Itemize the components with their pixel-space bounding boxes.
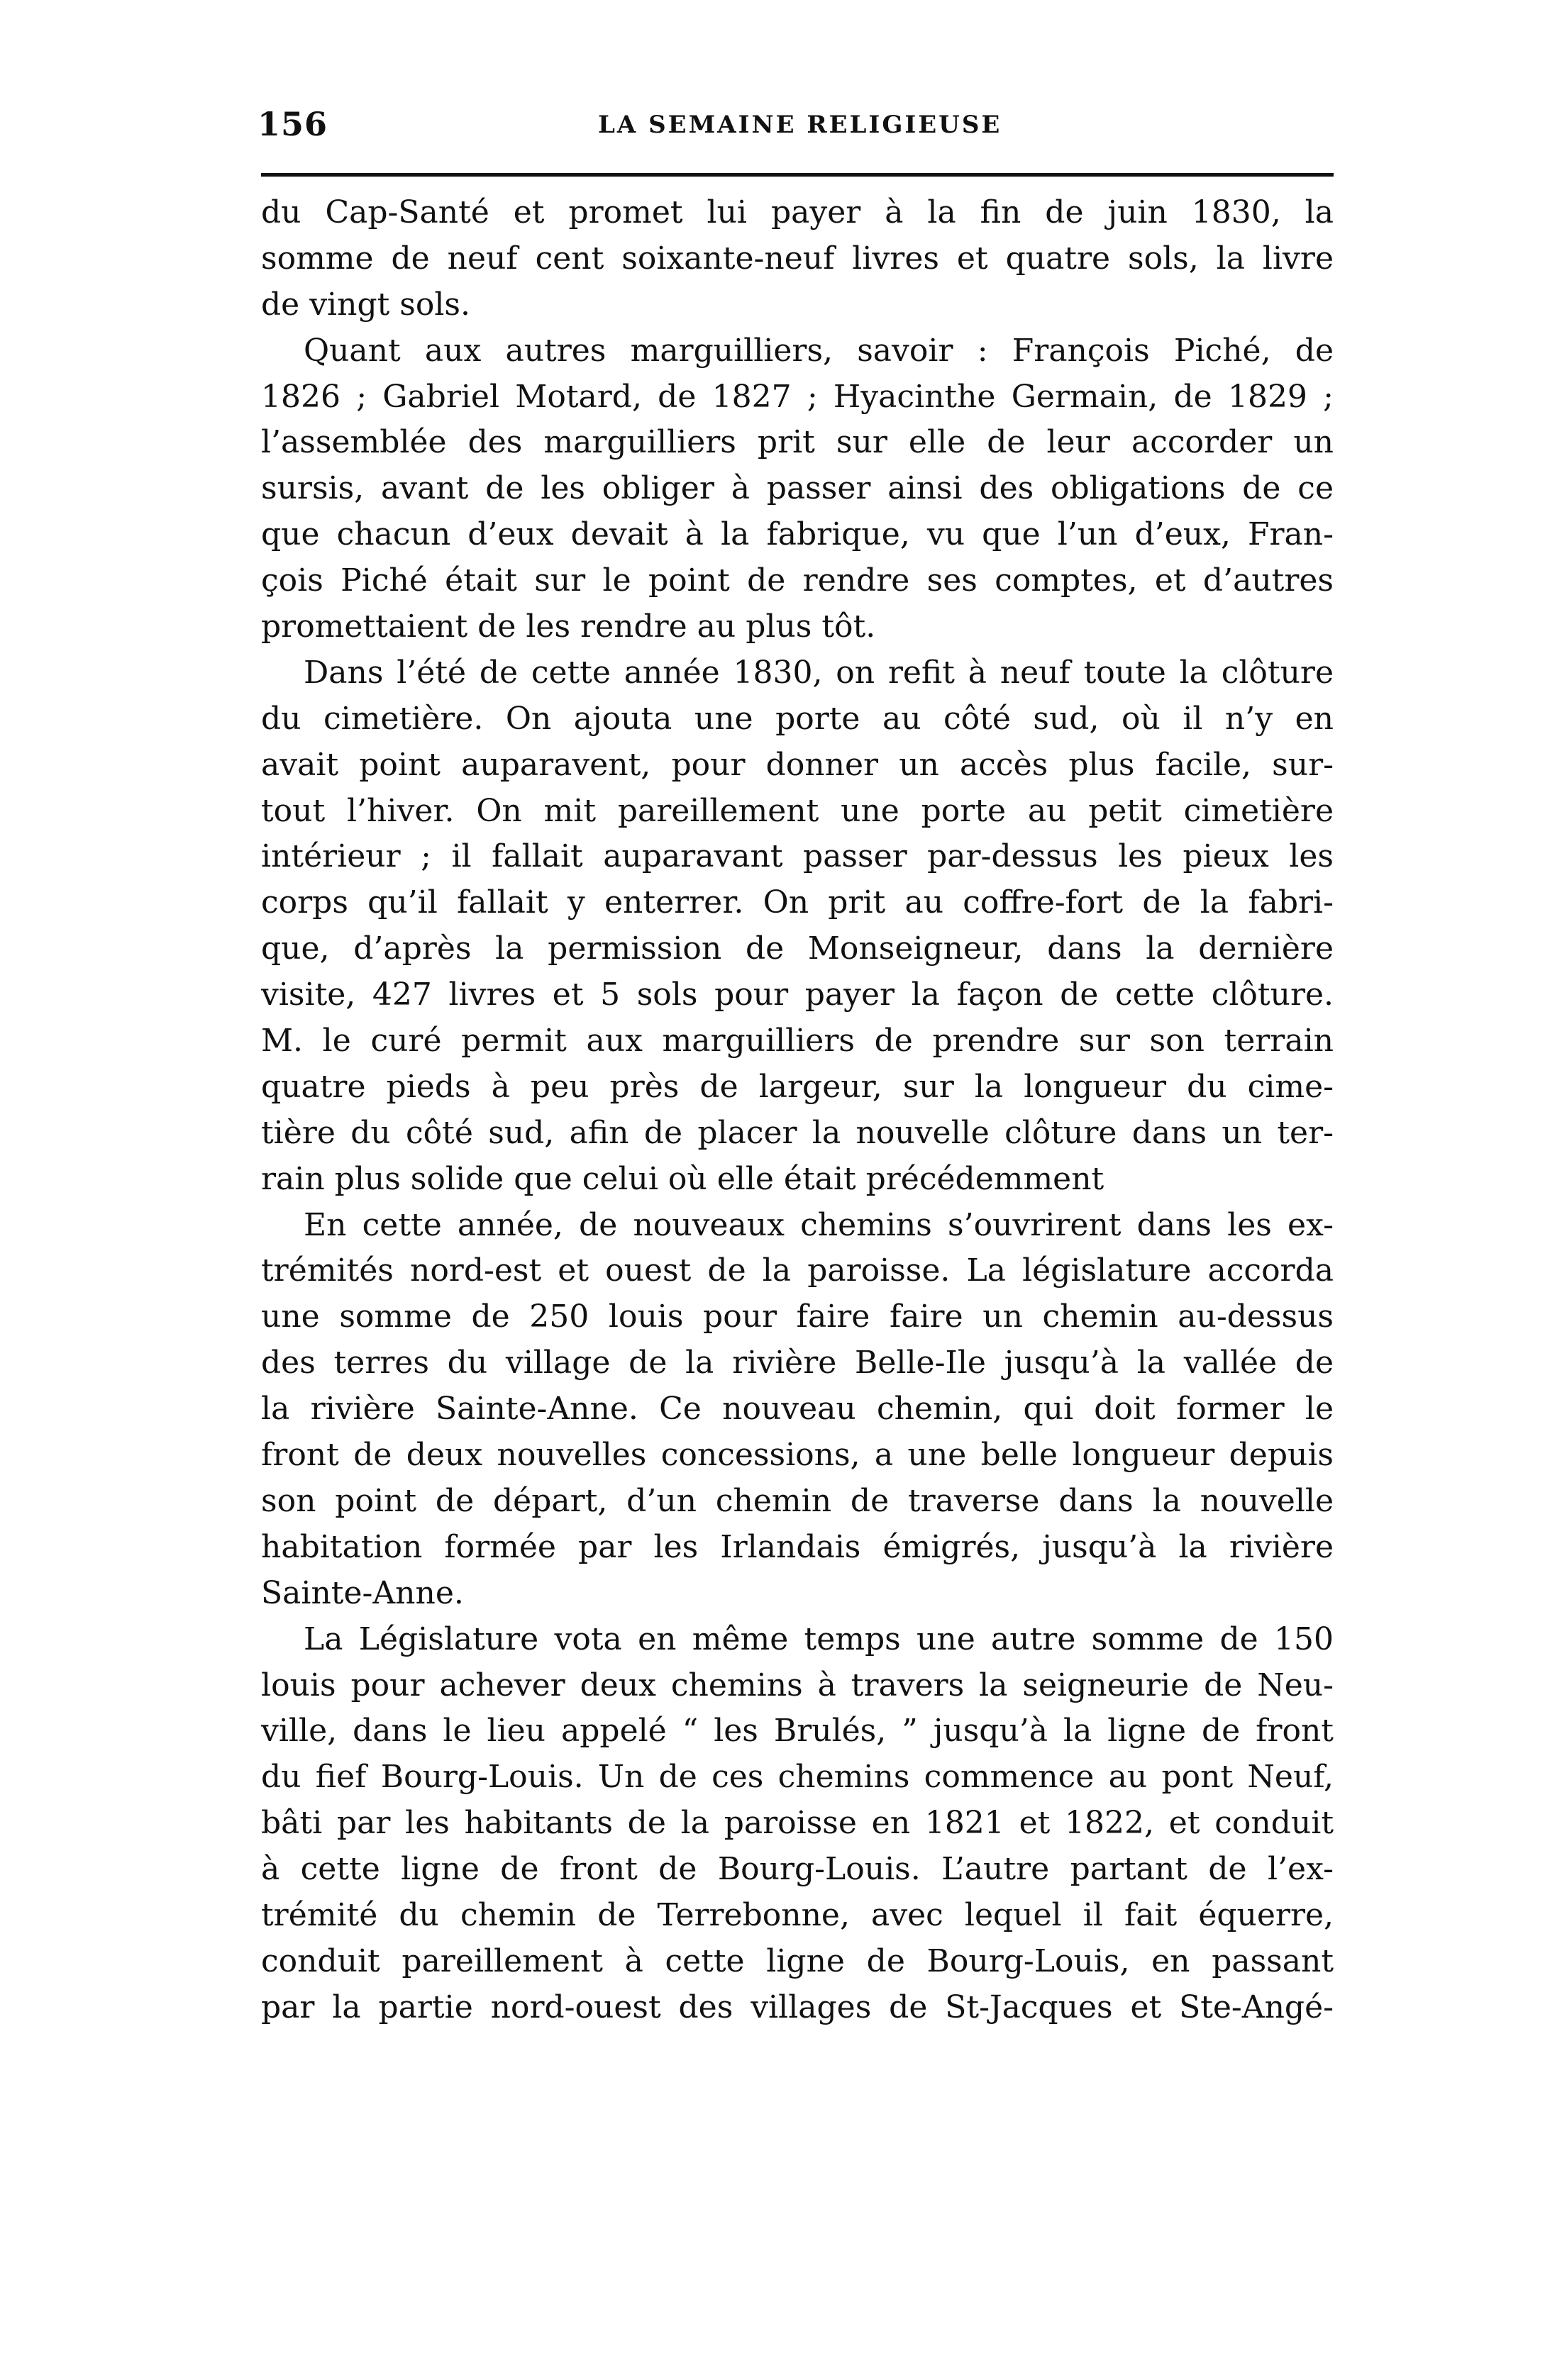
text-line: promettaient de les rendre au plus tôt. (261, 608, 876, 645)
text-line: En cette année, de nouveaux chemins s’ouvrirent dans les ex- (304, 1206, 1334, 1243)
text-line: du Cap-Santé et promet lui payer à la fin de juin 1830, la (261, 194, 1334, 230)
text-line: que chacun d’eux devait à la fabrique, vu que l’un d’eux, Fran- (261, 516, 1334, 553)
text-line: bâti par les habitants de la paroisse en 1821 et 1822, et conduit (261, 1805, 1334, 1842)
text-line: visite, 427 livres et 5 sols pour payer la façon de cette clôture. (261, 977, 1334, 1013)
text-line: trémités nord-est et ouest de la paroisse. La législature accorda (261, 1252, 1334, 1289)
text-line: ville, dans le lieu appelé “ les Brulés, ” jusqu’à la ligne de front (261, 1713, 1334, 1750)
text-line: à cette ligne de front de Bourg-Louis. L’autre partant de l’ex- (261, 1851, 1334, 1888)
text-line: sursis, avant de les obliger à passer ainsi des obligations de ce (261, 470, 1334, 507)
text-line: du cimetière. On ajouta une porte au côté sud, où il n’y en (261, 700, 1334, 737)
text-line: La Législature vota en même temps une autre somme de 150 (304, 1620, 1334, 1657)
text-line: corps qu’il fallait y enterrer. On prit au coffre-fort de la fabri- (261, 884, 1334, 921)
text-line: somme de neuf cent soixante-neuf livres et quatre sols, la livre (261, 240, 1334, 277)
text-line: M. le curé permit aux marguilliers de prendre sur son terrain (261, 1023, 1334, 1060)
header-rule (261, 173, 1334, 177)
text-line: son point de départ, d’un chemin de traverse dans la nouvelle (261, 1482, 1334, 1519)
text-line: la rivière Sainte-Anne. Ce nouveau chemin, qui doit former le (261, 1391, 1334, 1428)
text-line: une somme de 250 louis pour faire faire un chemin au-dessus (261, 1299, 1334, 1335)
body-text (261, 190, 1334, 2031)
page-header (258, 105, 1336, 148)
text-line: conduit pareillement à cette ligne de Bourg-Louis, en passant (261, 1942, 1334, 1979)
text-line: que, d’après la permission de Monseigneur, dans la dernière (261, 930, 1334, 967)
text-line: quatre pieds à peu près de largeur, sur la longueur du cime- (261, 1068, 1334, 1105)
text-line: 1826 ; Gabriel Motard, de 1827 ; Hyacinthe Germain, de 1829 ; (261, 378, 1334, 415)
text-line: habitation formée par les Irlandais émigrés, jusqu’à la rivière (261, 1528, 1334, 1565)
text-line: trémité du chemin de Terrebonne, avec lequel il fait équerre, (261, 1896, 1334, 1933)
text-line: des terres du village de la rivière Belle-Ile jusqu’à la vallée de (261, 1345, 1334, 1381)
running-title: LA SEMAINE RELIGIEUSE (598, 111, 1002, 139)
text-line: par la partie nord-ouest des villages de St-Jacques et Ste-Angé- (261, 1989, 1334, 2025)
text-line: l’assemblée des marguilliers prit sur elle de leur accorder un (261, 424, 1334, 461)
text-line: rain plus solide que celui où elle était précédemment (261, 1160, 1104, 1197)
text-line: de vingt sols. (261, 286, 471, 323)
page-number: 156 (258, 105, 328, 143)
text-line: avait point auparavent, pour donner un accès plus facile, sur- (261, 746, 1334, 783)
text-line: Sainte-Anne. (261, 1574, 464, 1611)
text-line: tout l’hiver. On mit pareillement une porte au petit cimetière (261, 792, 1334, 829)
text-line: çois Piché était sur le point de rendre ses comptes, et d’autres (261, 562, 1334, 599)
text-line: intérieur ; il fallait auparavant passer par-dessus les pieux les (261, 838, 1334, 875)
text-line: louis pour achever deux chemins à travers la seigneurie de Neu- (261, 1667, 1334, 1703)
text-line: Dans l’été de cette année 1830, on refit à neuf toute la clôture (304, 654, 1334, 691)
text-line: front de deux nouvelles concessions, a une belle longueur depuis (261, 1437, 1334, 1474)
text-line: du fief Bourg-Louis. Un de ces chemins commence au pont Neuf, (261, 1759, 1334, 1796)
text-line: tière du côté sud, afin de placer la nouvelle clôture dans un ter- (261, 1114, 1334, 1151)
text-line: Quant aux autres marguilliers, savoir : François Piché, de (304, 332, 1334, 369)
